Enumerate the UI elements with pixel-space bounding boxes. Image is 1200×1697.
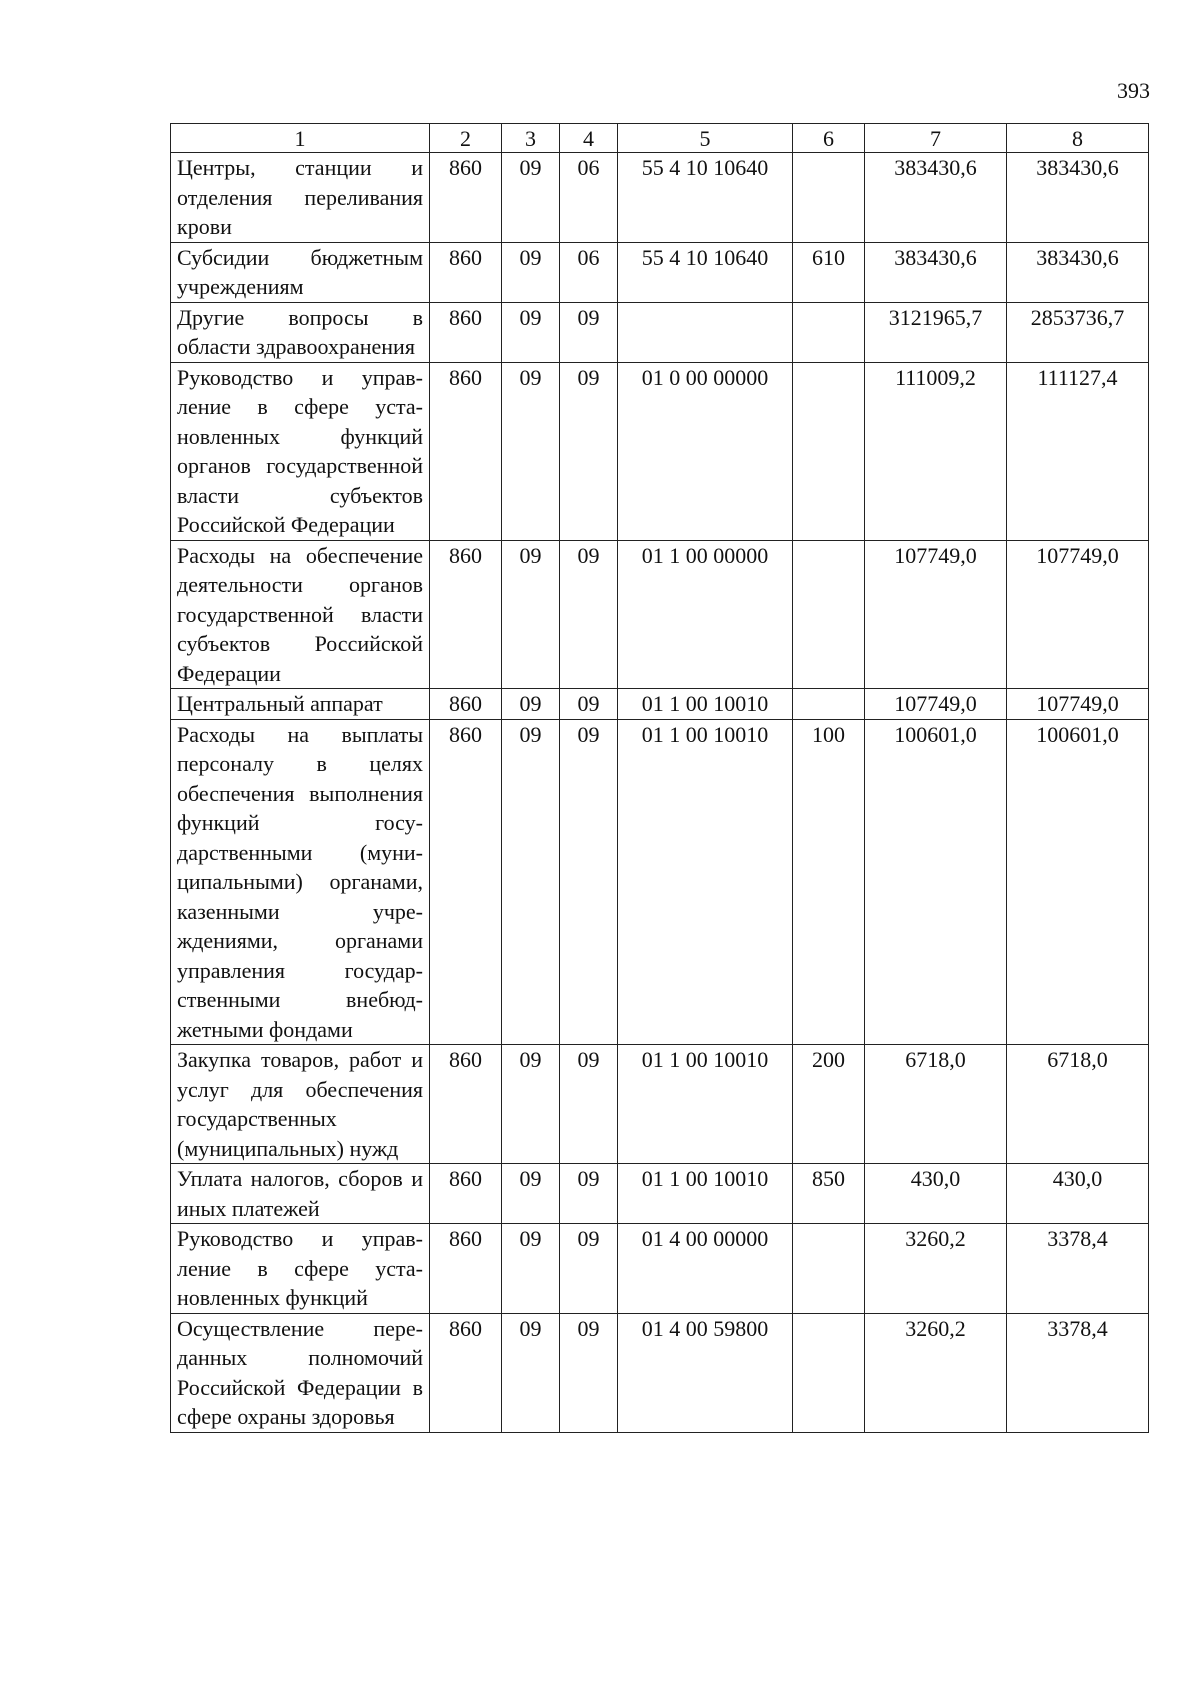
row-name: Руководство и управление в сфере установленных функций органов государственной власти субъектов Российской Федерации <box>171 362 430 540</box>
cell-section: 09 <box>502 540 560 689</box>
row-name: Расходы на выплаты персоналу в целях обеспечения выполнения функций государственными (муниципальными) органами, казенными учреждениями, органами управления государственными внебюджетными фондами <box>171 719 430 1045</box>
cell-ministry: 860 <box>430 242 502 302</box>
row-name: Центры, станции и отделения переливания крови <box>171 153 430 243</box>
cell-subsection: 06 <box>560 242 618 302</box>
cell-expense-type <box>793 153 865 243</box>
cell-subsection: 09 <box>560 362 618 540</box>
row-name: Субсидии бюджетным учреждениям <box>171 242 430 302</box>
table-row <box>171 689 1149 720</box>
cell-amount-2: 107749,0 <box>1007 689 1149 720</box>
cell-subsection: 09 <box>560 1313 618 1432</box>
cell-amount-2: 2853736,7 <box>1007 302 1149 362</box>
cell-subsection: 09 <box>560 1164 618 1224</box>
cell-amount-1: 107749,0 <box>865 540 1007 689</box>
cell-section: 09 <box>502 719 560 1045</box>
cell-expense-type: 200 <box>793 1045 865 1164</box>
cell-target-article: 01 1 00 10010 <box>618 1164 793 1224</box>
cell-amount-1: 6718,0 <box>865 1045 1007 1164</box>
cell-target-article: 01 1 00 10010 <box>618 719 793 1045</box>
cell-target-article: 01 1 00 00000 <box>618 540 793 689</box>
cell-amount-1: 100601,0 <box>865 719 1007 1045</box>
cell-amount-2: 111127,4 <box>1007 362 1149 540</box>
cell-subsection: 09 <box>560 689 618 720</box>
table-row <box>171 302 1149 362</box>
cell-section: 09 <box>502 1313 560 1432</box>
column-header: 1 <box>171 124 430 153</box>
cell-ministry: 860 <box>430 1164 502 1224</box>
table-row <box>171 719 1149 1045</box>
cell-amount-1: 3260,2 <box>865 1313 1007 1432</box>
row-name: Уплата налогов, сборов и иных платежей <box>171 1164 430 1224</box>
column-header: 8 <box>1007 124 1149 153</box>
table-row <box>171 153 1149 243</box>
cell-section: 09 <box>502 689 560 720</box>
column-header: 6 <box>793 124 865 153</box>
page-number: 393 <box>1117 78 1150 103</box>
cell-target-article: 01 1 00 10010 <box>618 689 793 720</box>
cell-subsection: 09 <box>560 1045 618 1164</box>
row-name: Руководство и управление в сфере установленных функций <box>171 1224 430 1314</box>
cell-expense-type <box>793 1224 865 1314</box>
cell-amount-1: 111009,2 <box>865 362 1007 540</box>
cell-subsection: 09 <box>560 302 618 362</box>
cell-amount-1: 383430,6 <box>865 153 1007 243</box>
cell-ministry: 860 <box>430 540 502 689</box>
cell-section: 09 <box>502 362 560 540</box>
cell-amount-1: 3121965,7 <box>865 302 1007 362</box>
cell-ministry: 860 <box>430 362 502 540</box>
row-name: Другие вопросы в области здравоохранения <box>171 302 430 362</box>
cell-subsection: 09 <box>560 540 618 689</box>
row-name: Центральный аппарат <box>171 689 430 720</box>
cell-ministry: 860 <box>430 153 502 243</box>
cell-subsection: 09 <box>560 1224 618 1314</box>
cell-expense-type <box>793 1313 865 1432</box>
cell-amount-1: 383430,6 <box>865 242 1007 302</box>
column-header: 5 <box>618 124 793 153</box>
cell-amount-2: 100601,0 <box>1007 719 1149 1045</box>
row-name: Осуществление переданных полномочий Российской Федерации в сфере охраны здоровья <box>171 1313 430 1432</box>
table-row <box>171 1045 1149 1164</box>
cell-amount-1: 3260,2 <box>865 1224 1007 1314</box>
cell-ministry: 860 <box>430 1224 502 1314</box>
header-row <box>171 124 1149 153</box>
column-header: 7 <box>865 124 1007 153</box>
cell-subsection: 06 <box>560 153 618 243</box>
cell-ministry: 860 <box>430 302 502 362</box>
cell-amount-2: 6718,0 <box>1007 1045 1149 1164</box>
cell-section: 09 <box>502 1045 560 1164</box>
cell-target-article: 55 4 10 10640 <box>618 242 793 302</box>
row-name: Расходы на обеспечение деятельности органов государственной власти субъектов Российской Федерации <box>171 540 430 689</box>
cell-amount-1: 107749,0 <box>865 689 1007 720</box>
cell-target-article: 55 4 10 10640 <box>618 153 793 243</box>
cell-target-article: 01 4 00 00000 <box>618 1224 793 1314</box>
cell-expense-type <box>793 302 865 362</box>
cell-section: 09 <box>502 1224 560 1314</box>
cell-ministry: 860 <box>430 1313 502 1432</box>
cell-amount-2: 383430,6 <box>1007 242 1149 302</box>
cell-section: 09 <box>502 242 560 302</box>
cell-amount-1: 430,0 <box>865 1164 1007 1224</box>
column-header: 3 <box>502 124 560 153</box>
cell-expense-type <box>793 362 865 540</box>
cell-amount-2: 3378,4 <box>1007 1313 1149 1432</box>
column-header: 2 <box>430 124 502 153</box>
cell-expense-type: 610 <box>793 242 865 302</box>
cell-ministry: 860 <box>430 1045 502 1164</box>
column-header: 4 <box>560 124 618 153</box>
cell-amount-2: 107749,0 <box>1007 540 1149 689</box>
cell-amount-2: 430,0 <box>1007 1164 1149 1224</box>
table-row <box>171 362 1149 540</box>
cell-expense-type <box>793 689 865 720</box>
cell-target-article: 01 4 00 59800 <box>618 1313 793 1432</box>
cell-subsection: 09 <box>560 719 618 1045</box>
cell-section: 09 <box>502 1164 560 1224</box>
table-row <box>171 540 1149 689</box>
cell-target-article: 01 1 00 10010 <box>618 1045 793 1164</box>
table-row <box>171 242 1149 302</box>
table-row <box>171 1313 1149 1432</box>
cell-amount-2: 3378,4 <box>1007 1224 1149 1314</box>
cell-ministry: 860 <box>430 689 502 720</box>
budget-table <box>170 123 1149 1433</box>
cell-target-article <box>618 302 793 362</box>
cell-amount-2: 383430,6 <box>1007 153 1149 243</box>
cell-section: 09 <box>502 153 560 243</box>
cell-expense-type: 100 <box>793 719 865 1045</box>
row-name: Закупка товаров, работ и услуг для обеспечения государственных (муниципальных) нужд <box>171 1045 430 1164</box>
cell-expense-type: 850 <box>793 1164 865 1224</box>
table-row <box>171 1164 1149 1224</box>
cell-ministry: 860 <box>430 719 502 1045</box>
table-row <box>171 1224 1149 1314</box>
cell-section: 09 <box>502 302 560 362</box>
cell-expense-type <box>793 540 865 689</box>
cell-target-article: 01 0 00 00000 <box>618 362 793 540</box>
